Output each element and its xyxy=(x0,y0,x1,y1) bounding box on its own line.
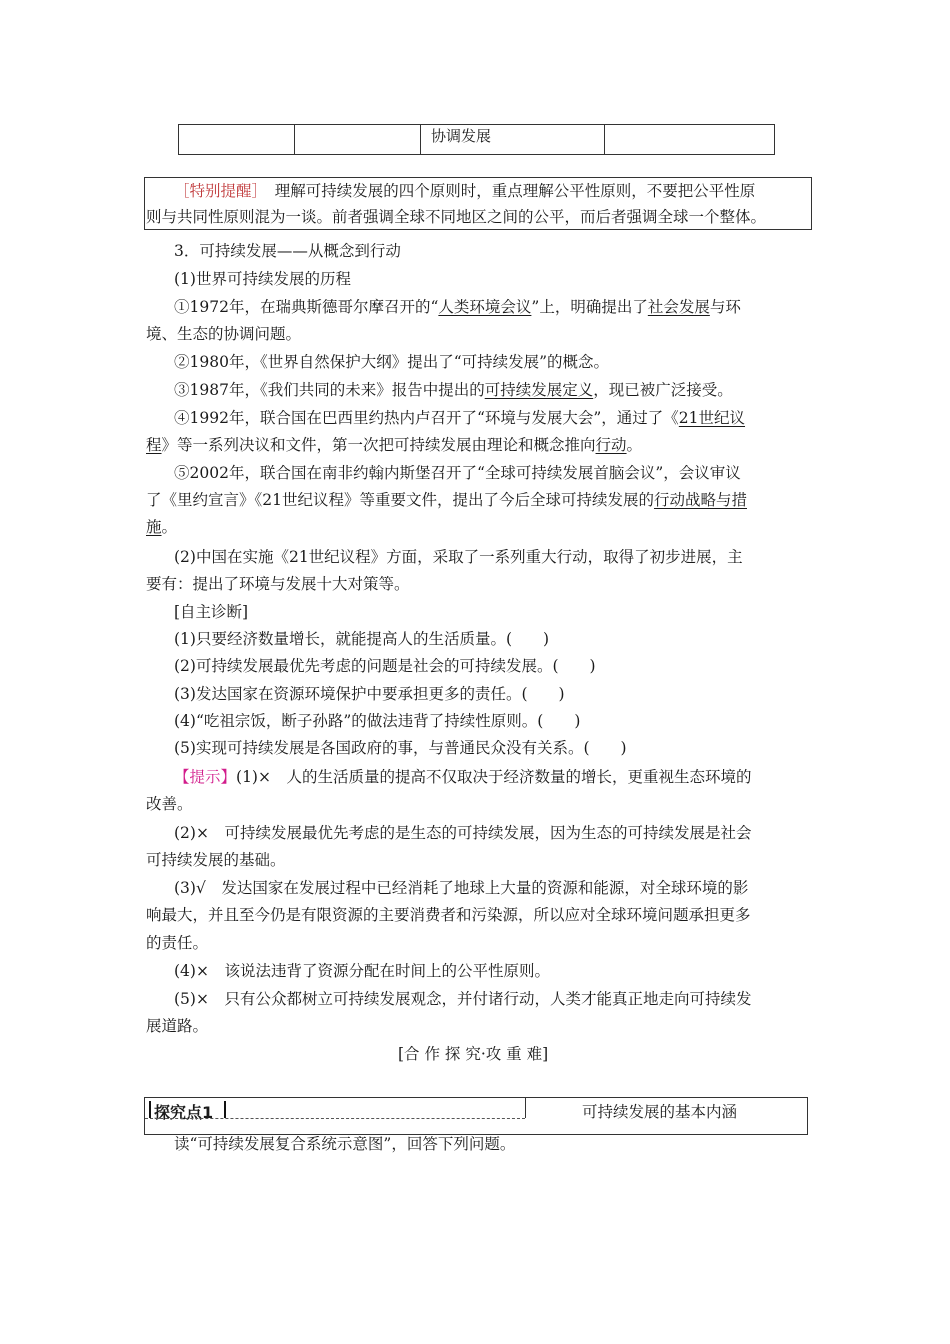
diagnosis-question: (4)“吃祖宗饭，断子孙路”的做法违背了持续性原则。( ) xyxy=(174,712,581,730)
history-item-5: ⑤2002年，联合国在南非约翰内斯堡召开了“全球可持续发展首脑会议”，会议审议 xyxy=(174,464,741,482)
special-note-line1: ［特别提醒］ 理解可持续发展的四个原则时，重点理解公平性原则，不要把公平性原 xyxy=(174,182,756,200)
diagnosis-question: (1)只要经济数量增长，就能提高人的生活质量。( ) xyxy=(174,630,550,648)
history-item-4: ④1992年，联合国在巴西里约热内卢召开了“环境与发展大会”，通过了《21世纪议 xyxy=(174,409,746,427)
special-note-tag: ［特别提醒］ xyxy=(174,182,260,200)
table-cell xyxy=(605,125,775,155)
diagnosis-question: (3)发达国家在资源环境保护中要承担更多的责任。( ) xyxy=(174,685,565,703)
diagnosis-question: (5)实现可持续发展是各国政府的事，与普通民众没有关系。( ) xyxy=(174,739,627,757)
hint-5: (5)× 只有公众都树立可持续发展观念，并付诸行动，人类才能真正地走向可持续发 xyxy=(174,990,752,1008)
history-item-5-cont: 了《里约宣言》《21世纪议程》等重要文件，提出了今后全球可持续发展的行动战略与措 xyxy=(146,491,747,509)
table-cell xyxy=(295,125,421,155)
section-title: 3．可持续发展——从概念到行动 xyxy=(174,242,401,260)
hint-1-cont: 改善。 xyxy=(146,795,193,813)
history-item-4-cont: 程》等一系列决议和文件，第一次把可持续发展由理论和概念推向行动。 xyxy=(146,436,643,454)
special-note-line2: 则与共同性原则混为一谈。前者强调全球不同地区之间的公平，而后者强调全球一个整体。 xyxy=(146,208,767,226)
hint-5-cont: 展道路。 xyxy=(146,1017,209,1035)
subsection-title: (1)世界可持续发展的历程 xyxy=(174,270,351,288)
tanjiu-dashed-line xyxy=(145,1118,525,1119)
table-cell xyxy=(179,125,295,155)
tanjiu-bar-left xyxy=(149,1101,151,1118)
diagnosis-title: [自主诊断] xyxy=(174,603,249,621)
history-item-1-cont: 境、生态的协调问题。 xyxy=(146,325,302,343)
tanjiu-box xyxy=(144,1097,808,1135)
hint-1: 【提示】(1)× 人的生活质量的提高不仅取决于经济数量的增长，更重视生态环境的 xyxy=(174,768,752,786)
history-item-3: ③1987年，《我们共同的未来》报告中提出的可持续发展定义，现已被广泛接受。 xyxy=(174,381,733,399)
hint-4: (4)× 该说法违背了资源分配在时间上的公平性原则。 xyxy=(174,962,550,980)
diagnosis-question: (2)可持续发展最优先考虑的问题是社会的可持续发展。( ) xyxy=(174,657,596,675)
tanjiu-divider xyxy=(525,1098,526,1118)
china-progress: (2)中国在实施《21世纪议程》方面，采取了一系列重大行动，取得了初步进展，主 xyxy=(174,548,743,566)
tanjiu-bar-right xyxy=(224,1101,226,1118)
section-heading: [合 作 探 究·攻 重 难] xyxy=(398,1045,549,1063)
tanjiu-label: 探究点1 xyxy=(154,1103,214,1122)
history-item-2: ②1980年，《世界自然保护大纲》提出了“可持续发展”的概念。 xyxy=(174,353,610,371)
hint-3-cont: 响最大，并且至今仍是有限资源的主要消费者和污染源，所以应对全球环境问题承担更多 xyxy=(146,906,751,924)
history-item-1: ①1972年，在瑞典斯德哥尔摩召开的“人类环境会议”上，明确提出了社会发展与环 xyxy=(174,298,741,316)
tanjiu-title: 可持续发展的基本内涵 xyxy=(582,1103,738,1121)
hint-2-cont: 可持续发展的基础。 xyxy=(146,851,286,869)
hint-3-cont2: 的责任。 xyxy=(146,934,209,952)
table-cell: 协调发展 xyxy=(421,125,605,155)
top-table xyxy=(178,124,775,155)
china-progress-cont: 要有：提出了环境与发展十大对策等。 xyxy=(146,575,410,593)
question-intro: 读“可持续发展复合系统示意图”，回答下列问题。 xyxy=(174,1135,516,1153)
hint-3: (3)√ 发达国家在发展过程中已经消耗了地球上大量的资源和能源，对全球环境的影 xyxy=(174,879,749,897)
hint-2: (2)× 可持续发展最优先考虑的是生态的可持续发展，因为生态的可持续发展是社会 xyxy=(174,824,752,842)
hint-tag: 【提示】 xyxy=(174,768,237,786)
history-item-5-cont2: 施。 xyxy=(146,518,178,536)
